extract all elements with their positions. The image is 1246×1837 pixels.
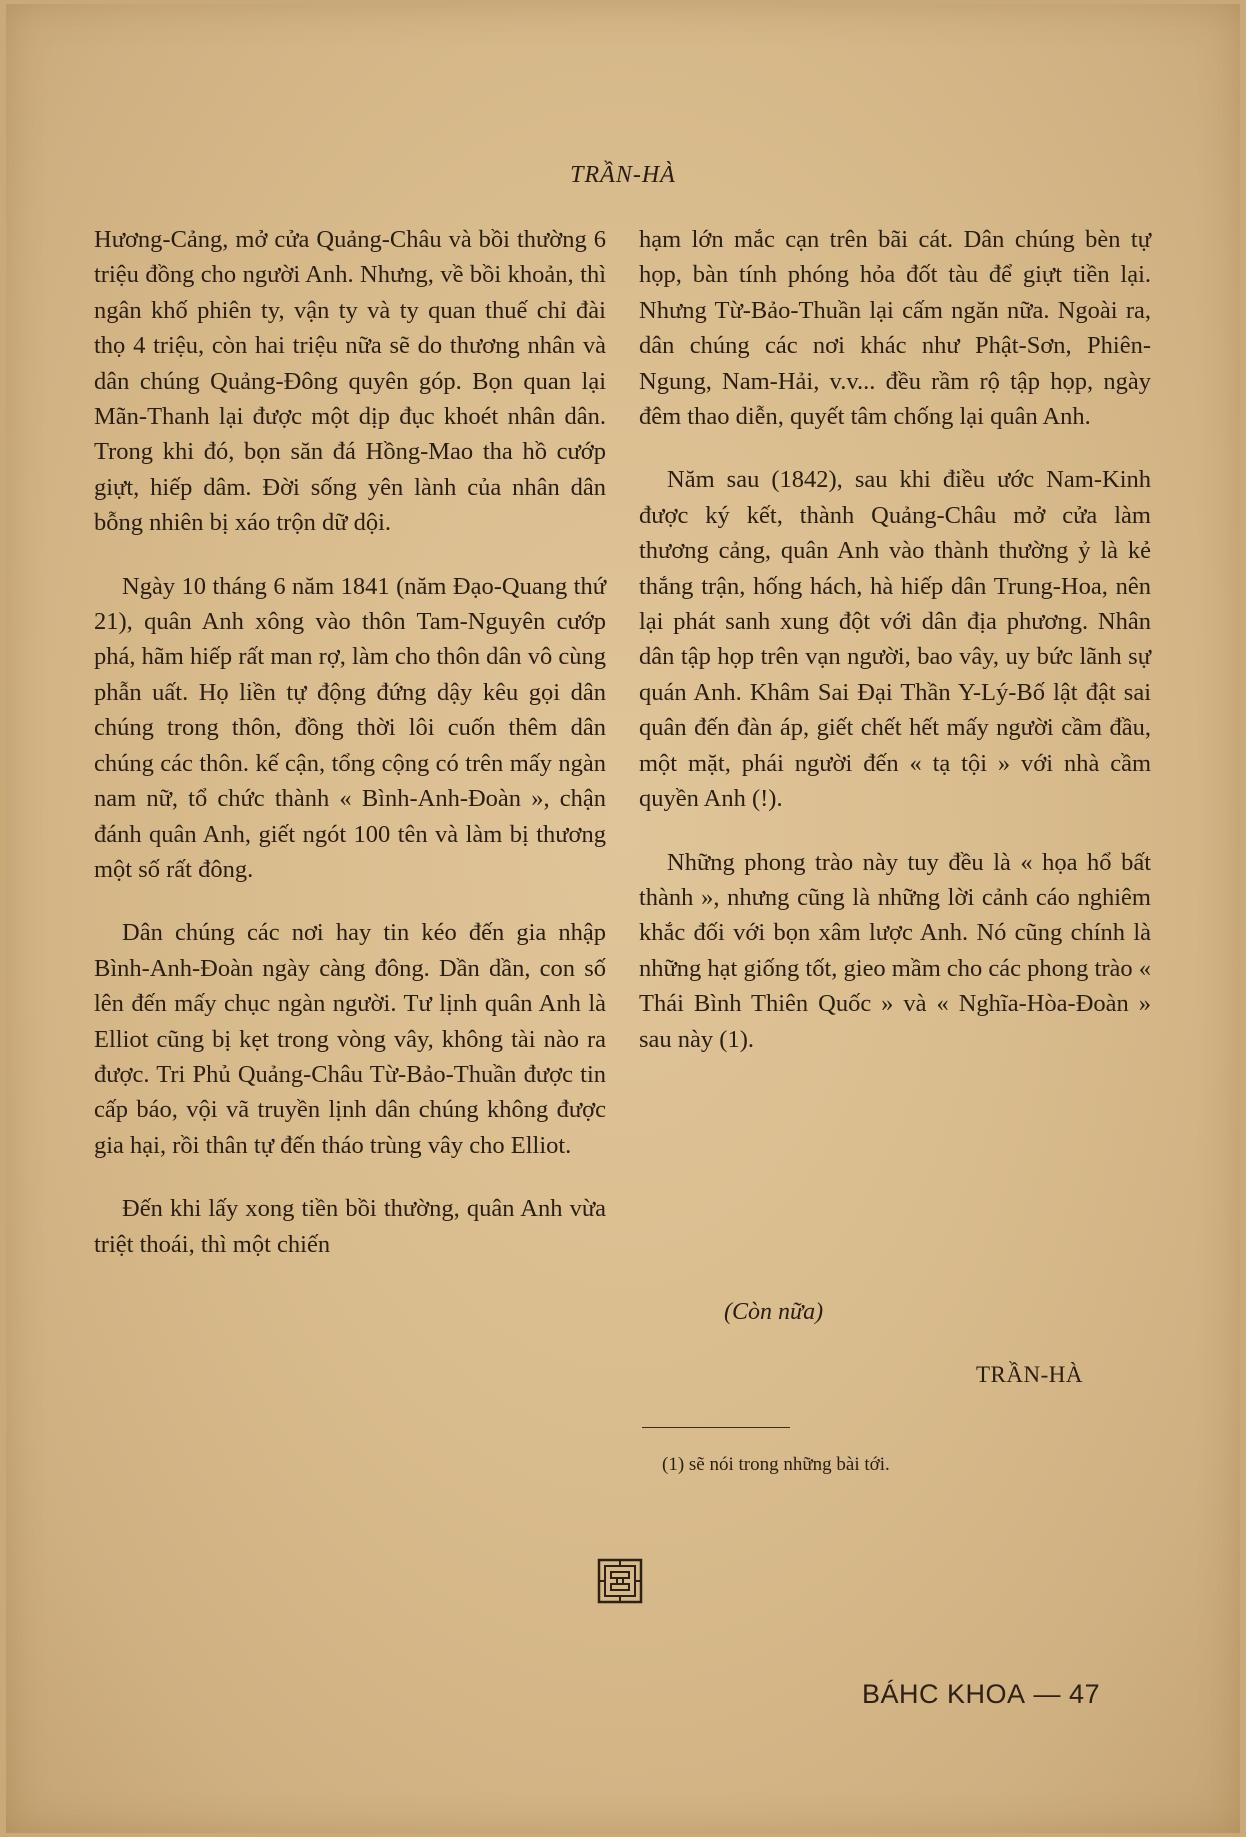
- ornament-icon: [596, 1557, 644, 1605]
- right-column: [639, 222, 1151, 1085]
- footnote-divider: [642, 1427, 790, 1428]
- footnote: (1) sẽ nói trong những bài tới.: [662, 1454, 890, 1475]
- paragraph: hạm lớn mắc cạn trên bãi cát. Dân chúng bèn tự họp, bàn tính phóng hỏa đốt tàu để giựt tiền lại. Nhưng Từ-Bảo-Thuần lại cấm ngăn nữa. Ngoài ra, dân chúng các nơi khác như Phật-Sơn, Phiên-Ngung, Nam-Hải, v.v... đều rầm rộ tập họp, ngày đêm thao diễn, quyết tâm chống lại quân Anh.: [639, 226, 1151, 431]
- running-head: TRẦN-HÀ: [570, 162, 676, 188]
- page-footer: [862, 1679, 1100, 1710]
- page-number: 47: [1069, 1679, 1101, 1709]
- left-column: [94, 222, 606, 1290]
- footer-dash: —: [1033, 1679, 1062, 1709]
- to-be-continued-note: (Còn nữa): [724, 1299, 824, 1325]
- magazine-title: BÁHC KHOA: [862, 1679, 1026, 1709]
- paragraph: Ngày 10 tháng 6 năm 1841 (năm Đạo-Quang thứ 21), quân Anh xông vào thôn Tam-Nguyên cướp phá, hãm hiếp rất man rợ, làm cho thôn dân vô cùng phẫn uất. Họ liền tự động đứng dậy kêu gọi dân chúng trong thôn, đồng thời lôi cuốn thêm dân chúng các thôn. kế cận, tổng cộng có trên mấy ngàn nam nữ, tổ chức thành « Bình-Anh-Đoàn », chận đánh quân Anh, giết ngót 100 tên và làm bị thương một số rất đông.: [94, 572, 606, 883]
- paragraph: Những phong trào này tuy đều là « họa hổ bất thành », nhưng cũng là những lời cảnh cáo nghiêm khắc đối với bọn xâm lược Anh. Nó cũng chính là những hạt giống tốt, gieo mầm cho các phong trào « Thái Bình Thiên Quốc » và « Nghĩa-Hòa-Đoàn » sau này (1).: [639, 848, 1152, 1053]
- author-signature: TRẦN-HÀ: [976, 1362, 1083, 1387]
- paragraph: Dân chúng các nơi hay tin kéo đến gia nhập Bình-Anh-Đoàn ngày càng đông. Dần dần, con số lên đến mấy chục ngàn người. Tư lịnh quân Anh là Elliot cũng bị kẹt trong vòng vây, không tài nào ra được. Tri Phủ Quảng-Châu Từ-Bảo-Thuần được tin cấp báo, vội vã truyền lịnh dân chúng không được gia hại, rồi thân tự đến tháo trùng vây cho Elliot.: [94, 919, 606, 1159]
- paragraph: Đến khi lấy xong tiền bồi thường, quân Anh vừa triệt thoái, thì một chiến: [94, 1195, 606, 1258]
- magazine-page: [6, 4, 1240, 1833]
- paragraph: Năm sau (1842), sau khi điều ước Nam-Kinh được ký kết, thành Quảng-Châu mở cửa làm thương cảng, quân Anh vào thành thường ỷ là kẻ thắng trận, hống hách, hà hiếp dân Trung-Hoa, nên lại phát sanh xung đột với dân địa phương. Nhân dân tập họp trên vạn người, bao vây, uy bức lãnh sự quán Anh. Khâm Sai Đại Thần Y-Lý-Bố lật đật sai quân đến đàn áp, giết chết hết mấy người cầm đầu, một mặt, phái người đến « tạ tội » với nhà cầm quyền Anh (!).: [639, 466, 1151, 813]
- paragraph: Hương-Cảng, mở cửa Quảng-Châu và bồi thường 6 triệu đồng cho người Anh. Nhưng, về bồi khoản, thì ngân khố phiên ty, vận ty và ty quan thuế chỉ đài thọ 4 triệu, còn hai triệu nữa sẽ do thương nhân và dân chúng Quảng-Đông quyên góp. Bọn quan lại Mãn-Thanh lại được một dịp đục khoét nhân dân. Trong khi đó, bọn săn đá Hồng-Mao tha hồ cướp giựt, hiếp dâm. Đời sống yên lành của nhân dân bỗng nhiên bị xáo trộn dữ dội.: [94, 226, 606, 537]
